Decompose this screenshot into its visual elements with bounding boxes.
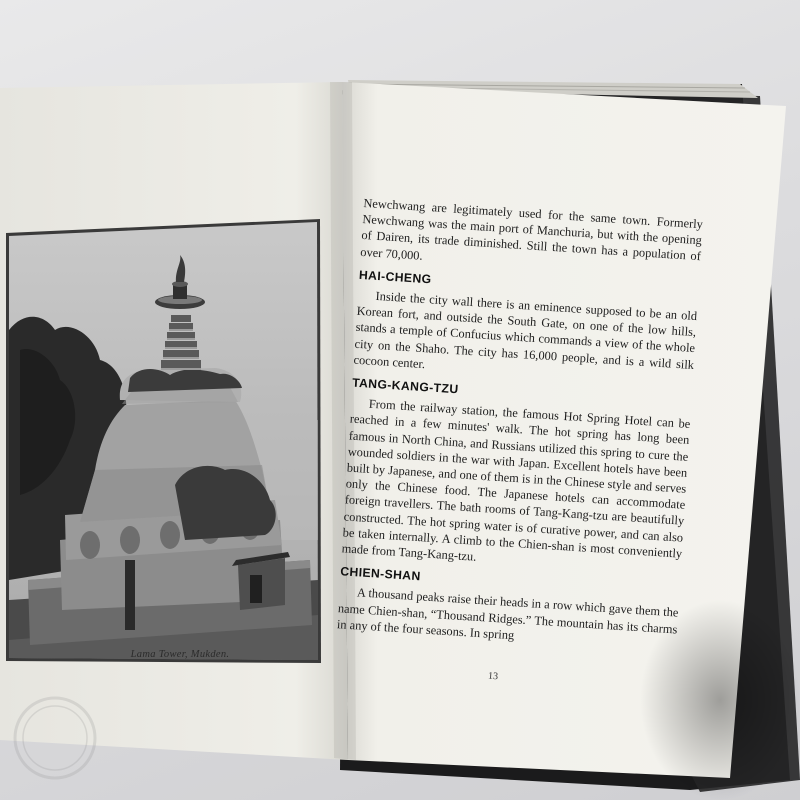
page-number: 13 xyxy=(487,670,499,683)
paragraph-hai-cheng: Inside the city wall there is an eminence supposed to be an old Korean fort, and outside the South Gate, on one of the low hills, stands a temple of Confucius which commands a view of the whole city on the Shaho. The city has 16,000 people, and is a wild silk cocoon center. xyxy=(353,288,698,372)
heading-tang-kang-tzu: TANG-KANG-TZU xyxy=(351,375,459,397)
right-page-text xyxy=(336,195,703,654)
heading-chien-shan: CHIEN-SHAN xyxy=(339,564,422,584)
photo-caption: Lama Tower, Mukden. xyxy=(130,649,230,660)
paragraph-tang-kang-tzu: From the railway station, the famous Hot Spring Hotel can be reached in a few minutes' walk. The hot spring has long been famous in North China, and Russians utilized this spring to cure the wounded soldiers in the war with Japan. Excellent hotels have been built by Japanese, and one of them is in the Chinese style and serves only the Chinese food. The Japanese hotels can accommodate foreign travellers. The bath rooms of Tang-Kang-tzu are beautifully constructed. The hot spring water is of curative power, and can also be taken internally. A climb to the Chien-shan is most conveniently made from Tang-Kang-tzu. xyxy=(341,396,691,564)
intro-paragraph: Newchwang are legitimately used for the same town. Formerly Newchwang was the main port of Manchuria, but with the opening of Dairen, its trade diminished. Still the town has a population of over 70,000. xyxy=(360,195,704,264)
paragraph-chien-shan: A thousand peaks raise their heads in a row which gave them the name Chien-shan, “Thousand Ridges.” The mountain has its charms in any of the four seasons. In spring xyxy=(336,585,679,643)
heading-hai-cheng: HAI-CHENG xyxy=(358,267,432,287)
lama-tower-photo xyxy=(6,219,321,663)
